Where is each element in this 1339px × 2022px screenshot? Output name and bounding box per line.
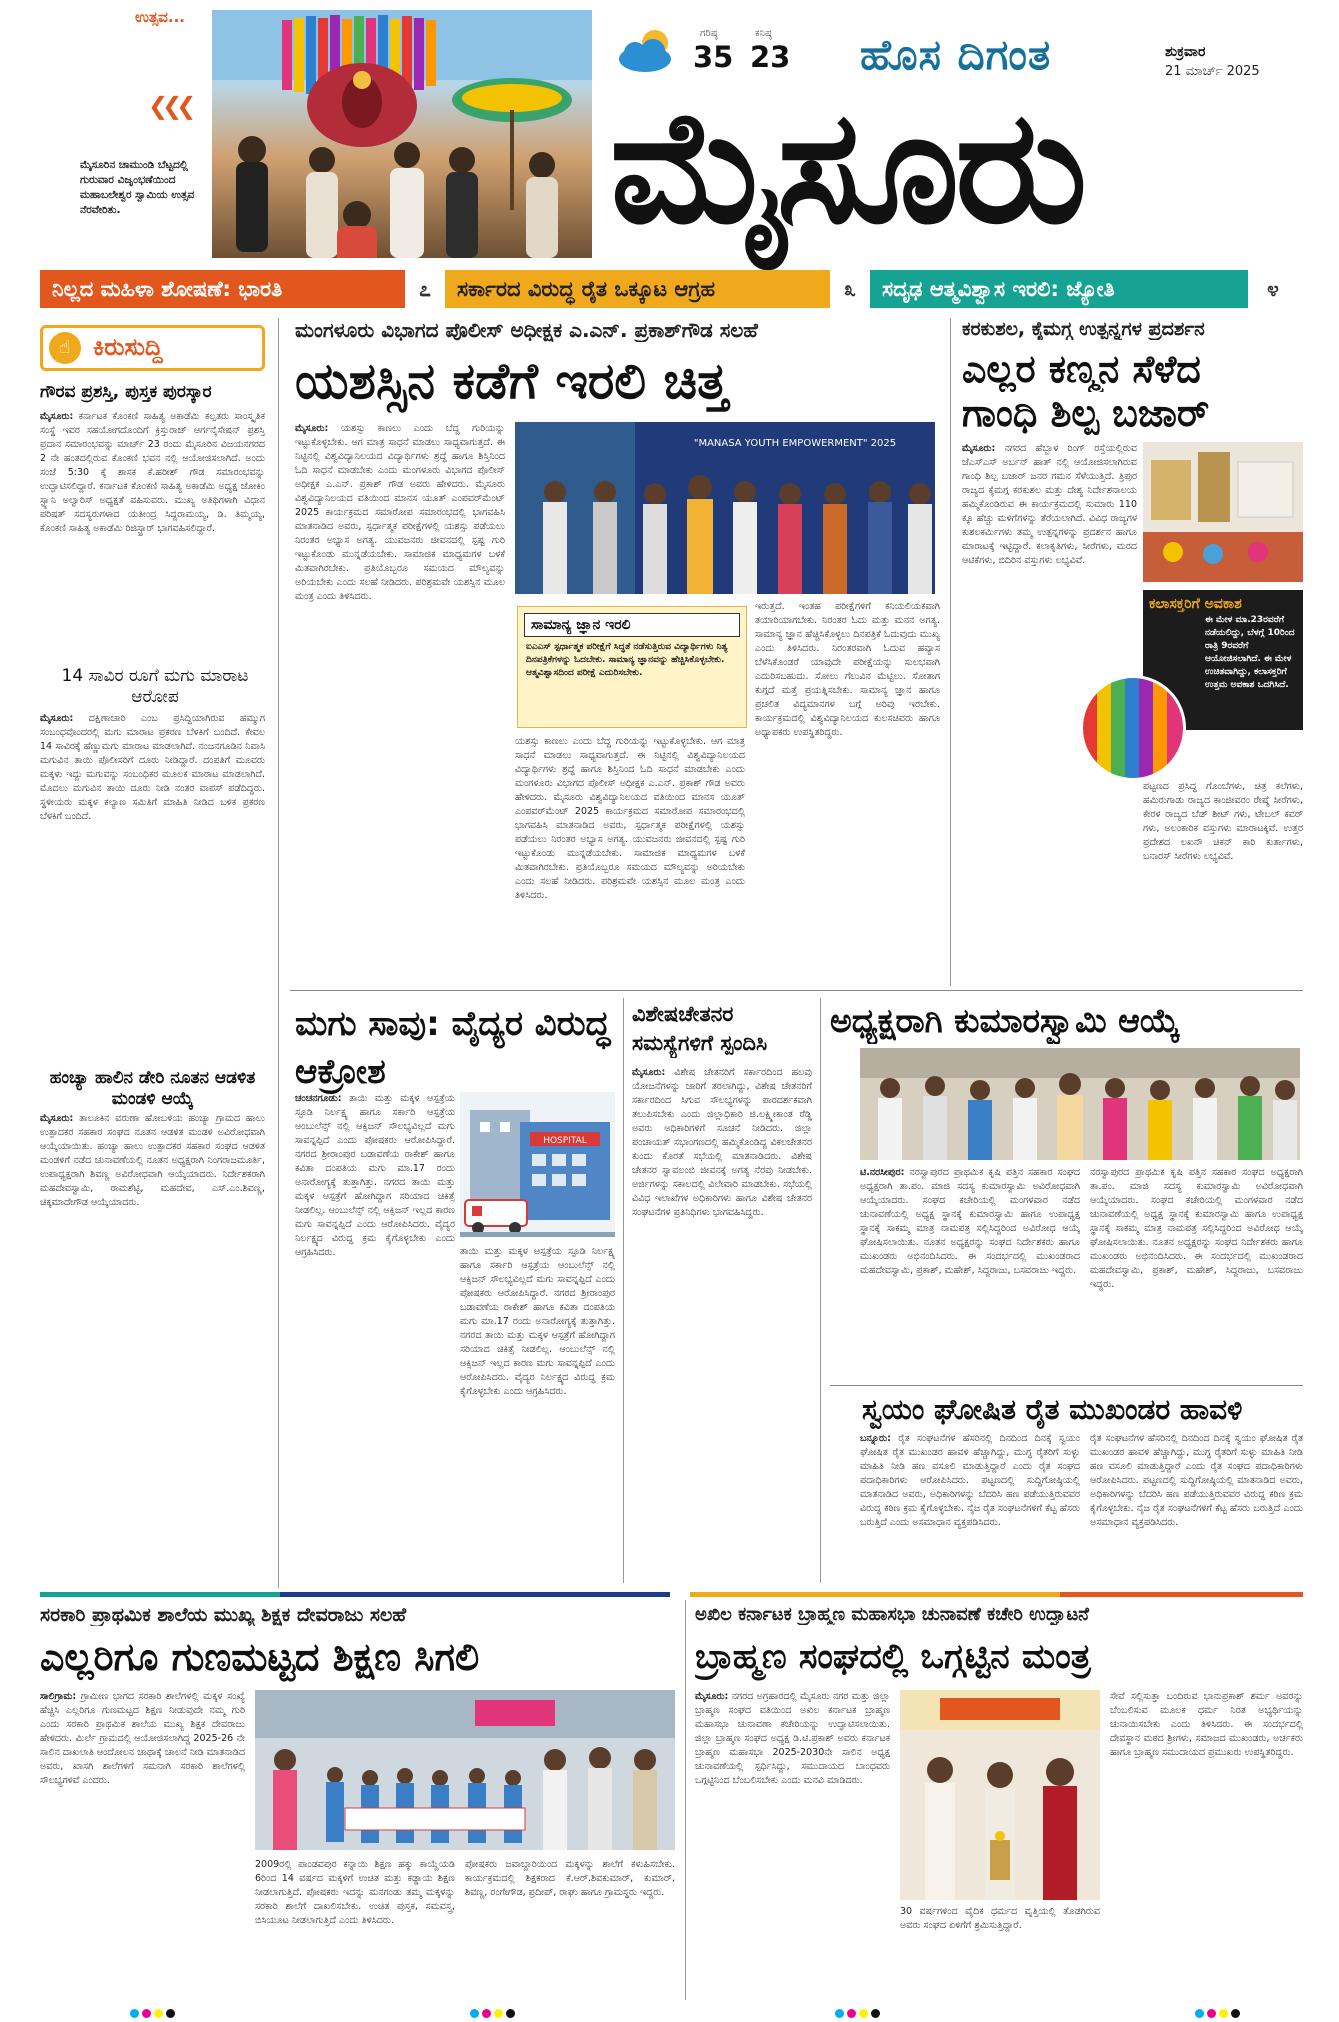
caption-text: 2009ರಲ್ಲಿ ಪಾಂಡವಪುರ ಕನ್ನಾಯಿ ಶಿಕ್ಷಣ ಹಕ್ಕು ಕಾಯ್ದೆಯಡಿ 6ರಿಂದ 14 ವರ್ಷದ ಮಕ್ಕಳಿಗೆ ಉಚಿತ ಮತ್ತು ಕಡ್ಡಾಯ ಶಿಕ್ಷಣ ನೀಡಲಾಗುತ್ತಿದೆ. <box>255 1859 455 1898</box>
brahmana-column-3 <box>1110 1690 1303 2000</box>
weather-min-label: ಕನಿಷ್ಠ <box>755 28 772 39</box>
lead-photo <box>515 422 935 594</box>
shikshana-headline: ಎಲ್ಲರಿಗೂ ಗುಣಮಟ್ಟದ ಶಿಕ್ಷಣ ಸಿಗಲಿ <box>40 1635 480 1679</box>
city-title: ಮೈಸೂರು <box>610 76 1084 258</box>
lead-boxout <box>517 606 747 728</box>
color-bar <box>280 1592 670 1597</box>
school-photo <box>255 1690 675 1850</box>
print-registration-marks <box>835 2003 883 2013</box>
article-text: ಪಟ್ಟಣದ ಪ್ರಸಿದ್ಧ ಗೊಂಬೆಗಳು, ಚಿತ್ರ ಕಲೆಗಳು, ಹಮಿರುಗಾಡು ರಾಜ್ಯದ ಕಾಂಜೀವರಂ ರೇಷ್ಮೆ ಸೀರೆಗಳು, ಕೇರಳ ರಾಜ್ಯದ ಬೆಡ್ ಶೀಟ್ ಗಳು, ಟೇಬಲ್ ಕವರ್ ಗಳು, ಅಲಂಕಾರಿಕ ವಸ್ತುಗಳು ಮಾರಾಟಕ್ಕಿವೆ. ಉತ್ತರ ಪ್ರದೇಶದ ಲಖನೌ ಚಿಕನ್ ಕಾರಿ ಕುರ್ತಾಗಳು, ಬನಾರಸ್ ಸೀರೆಗಳು ಲಭ್ಯವಿವೆ. <box>1143 781 1303 862</box>
kiru-item-body <box>40 410 265 668</box>
dateline: ಮೈಸೂರು: <box>695 1691 729 1702</box>
hospital-sign-text: HOSPITAL <box>543 1136 587 1146</box>
dateline: ಟಿ.ನರಸೀಪುರ: <box>860 1167 905 1178</box>
lead-column-2 <box>515 735 745 977</box>
brahmana-headline: ಬ್ರಾಹ್ಮಣ ಸಂಘದಲ್ಲಿ ಒಗ್ಗಟ್ಟಿನ ಮಂತ್ರ <box>695 1637 1091 1677</box>
kiru-item-title: ಗೌರವ ಪ್ರಶಸ್ತಿ, ಪುಸ್ತಕ ಪುರಸ್ಕಾರ <box>40 382 212 402</box>
article-text: ಪೋಷಕರು ಜವಾಬ್ದಾರಿಯಿಂದ ಮಕ್ಕಳನ್ನು ಶಾಲೆಗೆ ಕಳುಹಿಸಬೇಕು. ಕಾರ್ಯಕ್ರಮದಲ್ಲಿ ಶಿಕ್ಷಕರಾದ ಕೆ.ಆರ್.ಶಿವಕುಮಾರ್, ಕುಮಾರ್, ಶಿವಣ್ಣ, ರಂಗೇಗೌಡ, ಪ್ರದೀಪ್, ರಾಘು ಹಾಗೂ ಗ್ರಾಮಸ್ಥರು ಇದ್ದರು. <box>465 1859 675 1898</box>
dateline: ಬನ್ನೂರು: <box>860 1433 891 1444</box>
kiru-badge <box>40 325 265 371</box>
gandhi-column-2 <box>1143 780 1303 976</box>
dateline: ಮೈಸೂರು: <box>632 1067 666 1078</box>
swayam-column-2 <box>1090 1432 1303 1582</box>
kiru-item-body <box>40 1112 265 1590</box>
hospital-illustration <box>460 1092 615 1237</box>
print-registration-marks <box>130 2003 178 2013</box>
column-divider <box>950 318 951 986</box>
article-text: ಇರುತ್ತದೆ. ಇಂತಹ ಪರೀಕ್ಷೆಗಳಿಗೆ ಕನಿಯಲಿಯಕವಾಗಿ ತಯಾರಿಯಾಗಬೇಕು. ನಿರಂತರ ಓದು ಮತ್ತು ಮನನ ಅಗತ್ಯ. ಸಾಮಾನ್ಯ ಜ್ಞಾನ ಹೆಚ್ಚಿಸಿಕೊಳ್ಳಲು ದಿನಪತ್ರಿಕೆ ಓದುವುದು ಮುಖ್ಯ ಎಂದು ತಿಳಿಸಿದರು. ನಿರಂತರವಾಗಿ ಓದುವ ಹವ್ಯಾಸ ಬೆಳೆಸಿಕೊಂಡರೆ ಯಾವುದೇ ಪರೀಕ್ಷೆಯನ್ನು ಸುಲಭವಾಗಿ ಎದುರಿಸಬಹುದು. ಸೋಲು ಗೆಲುವಿನ ಮೆಟ್ಟಿಲು. ಸೋತಾಗ ಕುಗ್ಗದೆ ಮತ್ತೆ ಪ್ರಯತ್ನಿಸಬೇಕು. ಸಾಮಾನ್ಯ ಜ್ಞಾನ ಹಾಗೂ ಪ್ರಚಲಿತ ವಿದ್ಯಮಾನಗಳ ಬಗ್ಗೆ ಅರಿವು ಇರಬೇಕು. ಕಾರ್ಯಕ್ರಮದಲ್ಲಿ ವಿಶ್ವವಿದ್ಯಾನಿಲಯದ ಕುಲಸಚಿವರು ಹಾಗೂ ಅಧ್ಯಾಪಕರು ಉಪಸ್ಥಿತರಿದ್ದರು. <box>755 601 940 738</box>
kiru-item-body <box>40 712 265 1057</box>
kumaraswamy-headline: ಅಧ್ಯಕ್ಷರಾಗಿ ಕುಮಾರಸ್ವಾಮಿ ಆಯ್ಕೆ <box>830 1001 1180 1040</box>
teaser-strip-2-page: ೩ <box>830 270 870 308</box>
vishesha-column <box>632 1066 812 1580</box>
color-bar <box>40 1592 280 1597</box>
shikshana-column-3 <box>465 1858 675 2000</box>
swayam-headline: ಸ್ವಯಂ ಘೋಷಿತ ರೈತ ಮುಖಂಡರ ಹಾವಳಿ <box>862 1393 1243 1426</box>
dateline: ಮೈಸೂರು: <box>40 713 74 724</box>
festival-photo <box>212 10 592 258</box>
gandhi-photo <box>1143 442 1303 582</box>
vishesha-headline: ವಿಶೇಷಚೇತನರ ಸಮಸ್ಯೆಗಳಿಗೆ ಸ್ಪಂದಿಸಿ <box>632 1002 768 1055</box>
kumaraswamy-column-2 <box>1090 1166 1303 1380</box>
shikshana-kicker: ಸರಕಾರಿ ಪ್ರಾಥಮಿಕ ಶಾಲೆಯ ಮುಖ್ಯ ಶಿಕ್ಷಕ ದೇವರಾಜು ಸಲಹೆ <box>40 1604 407 1626</box>
kumaraswamy-column-1 <box>860 1166 1080 1380</box>
brahmana-kicker: ಅಖಿಲ ಕರ್ನಾಟಕ ಬ್ರಾಹ್ಮಣ ಮಹಾಸಭಾ ಚುನಾವಣೆ ಕಚೇರಿ ಉದ್ಘಾಟನೆ <box>695 1604 1089 1625</box>
lead-column-1 <box>295 422 505 977</box>
caption-text: 30 ವರ್ಷಗಳಿಂದ ವೈದಿಕ ಧರ್ಮದ ವೃತ್ತಿಯಲ್ಲಿ ತೊಡಗಿರುವ ಅವರು ಸಂಘದ ಏಳಿಗೆಗೆ ಶ್ರಮಿಸುತ್ತಿದ್ದಾರೆ. <box>900 1906 1100 1931</box>
lead-headline: ಯಶಸ್ಸಿನ ಕಡೆಗೆ ಇರಲಿ ಚಿತ್ತ <box>295 352 728 410</box>
teaser-strip-2[interactable]: ಸರ್ಕಾರದ ವಿರುದ್ಧ ರೈತ ಒಕ್ಕೂಟ ಆಗ್ರಹ <box>445 270 830 308</box>
article-text: ವಿಶೇಷ ಚೇತನರಿಗೆ ಸರ್ಕಾರದಿಂದ ಹಲವು ಯೋಜನೆಗಳನ್ನು ಜಾರಿಗೆ ತರಲಾಗಿದ್ದು, ವಿಶೇಷ ಚೇತನರಿಗೆ ಸರ್ಕಾರದಿಂದ ಸಿಗುವ ಸೌಲಭ್ಯಗಳನ್ನು ಪಾರದರ್ಶಕವಾಗಿ ತಲುಪಿಸಬೇಕು ಎಂದು ಜಿಲ್ಲಾಧಿಕಾರಿ ಜಿ.ಲಕ್ಷ್ಮೀಕಾಂತ ರೆಡ್ಡಿ ಅವರು ಅಧಿಕಾರಿಗಳಿಗೆ ಸೂಚನೆ ನೀಡಿದರು. ಜಿಲ್ಲಾ ಪಂಚಾಯತ್ ಸಭಾಂಗಣದಲ್ಲಿ ಹಮ್ಮಿಕೊಂಡಿದ್ದ ವಿಕಲಚೇತನರ ಕುಂದು ಕೊರತೆ ಸಭೆಯಲ್ಲಿ ಮಾತನಾಡಿದರು. ವಿಶೇಷ ಚೇತನರ ಸ್ವಾವಲಂಬಿ ಜೀವನಕ್ಕೆ ಅಗತ್ಯ ನೆರವು ನೀಡಬೇಕು. ಅರ್ಜಿಗಳನ್ನು ಸಕಾಲದಲ್ಲಿ ವಿಲೇವಾರಿ ಮಾಡಬೇಕು. ಸಭೆಯಲ್ಲಿ ವಿವಿಧ ಇಲಾಖೆಗಳ ಅಧಿಕಾರಿಗಳು ಹಾಗೂ ವಿಶೇಷ ಚೇತನರ ಸಂಘಟನೆಗಳ ಪ್ರತಿನಿಧಿಗಳು ಭಾಗವಹಿಸಿದ್ದರು. <box>632 1067 812 1218</box>
article-text: ನಗರದ ಹೆಬ್ಬಾಳ ರಿಂಗ್ ರಸ್ತೆಯಲ್ಲಿರುವ ಜೆಎಸ್‌ಎಸ್ ಅರ್ಬನ್ ಹಾತ್ ನಲ್ಲಿ ಆಯೋಜಿಸಲಾಗಿರುವ ಗಾಂಧಿ ಶಿಲ್ಪ ಬಜಾರ್ ಜನರ ಗಮನ ಸೆಳೆಯುತ್ತಿದೆ. ತ್ರಿಪುರ ರಾಜ್ಯದ ಕೈಮಗ್ಗ ಕರಕುಶಲ ಮತ್ತು ದೇಶ್ಯ ನಿರ್ದೇಶನಾಲಯ ಹಮ್ಮಿಕೊಂಡಿರುವ ಈ ಕಾರ್ಯಕ್ರಮದಲ್ಲಿ ಸುಮಾರು 110 ಕ್ಕೂ ಹೆಚ್ಚು ಮಳಿಗೆಗಳನ್ನು ತೆರೆಯಲಾಗಿದೆ. ವಿವಿಧ ರಾಜ್ಯಗಳ ಕುಶಲಕರ್ಮಿಗಳು ತಮ್ಮ ಉತ್ಪನ್ನಗಳನ್ನು ಪ್ರದರ್ಶನ ಹಾಗೂ ಮಾರಾಟಕ್ಕೆ ಇಟ್ಟಿದ್ದಾರೆ. ಕಲಾಕೃತಿಗಳು, ಸೀರೆಗಳು, ಮರದ ಆಟಿಕೆಗಳು, ಬಿದಿರಿನ ವಸ್ತುಗಳು ಲಭ್ಯವಿವೆ. <box>962 443 1137 566</box>
article-text: ಕರ್ನಾಟಕ ಕೊಂಕಣಿ ಸಾಹಿತ್ಯ ಅಕಾಡೆಮಿ ಕಲ್ಪತರು ಸಾಂಸ್ಕೃತಿಕ ಸಂಸ್ಥೆ ಇವರ ಸಹಯೋಗದೊಂದಿಗೆ ಕ್ರಿಸ್ತುರಾಜ್ ಆರ್ಗನೈಸೇಷನ್ ಪ್ರಶಸ್ತಿ ಪ್ರದಾನ ಸಮಾರಂಭವನ್ನು ಮಾರ್ಚ್ 23 ರಂದು ಮೈಸೂರಿನ ವಿಜಯನಗರದ 2 ನೇ ಹಂತದಲ್ಲಿರುವ ಕೊಂಕಣಿ ಭವನ ನಲ್ಲಿ ಆಯೋಜಿಸಲಾಗಿದೆ. ಅಂದು ಸಂಜೆ 5:30 ಕ್ಕೆ ಶಾಸಕ ಕೆ.ಹರೀಶ್ ಗೌಡ ಸಮಾರಂಭವನ್ನು ಉದ್ಘಾಟಿಸಲಿದ್ದಾರೆ. ಕರ್ನಾಟಕ ಕೊಂಕಣಿ ಸಾಹಿತ್ಯ ಅಕಾಡೆಮಿ ಅಧ್ಯಕ್ಷ ಜೋಕಿಂ ಸ್ಟ್ಯಾನಿ ಅಲ್ವಾರಿಸ್ ಅಧ್ಯಕ್ಷತೆ ವಹಿಸುವರು. ಮುಖ್ಯ ಅತಿಥಿಗಳಾಗಿ ವಿಧಾನ ಪರಿಷತ್ ಸದಸ್ಯರುಗಳಾದ ಯತೀಂದ್ರ ಸಿದ್ದರಾಮಯ್ಯ, ಡಿ. ತಿಮ್ಮಯ್ಯ, ಕೊಂಕಣಿ ಸಾಹಿತ್ಯ ಅಕಾಡೆಮಿ ರಿಜಿಸ್ಟ್ರಾರ್ ಭಾಗವಹಿಸಲಿದ್ದಾರೆ. <box>40 411 265 534</box>
shikshana-column-1 <box>40 1690 245 2000</box>
callout-title: ಕಲಾಸಕ್ತರಿಗೆ ಅವಕಾಶ <box>1149 596 1242 612</box>
article-text: ಸೇವೆ ಸಲ್ಲಿಸುತ್ತಾ ಬಂದಿರುವ ಭಾನುಪ್ರಕಾಶ್ ಶರ್ಮ ಅವರನ್ನು ಬೆಂಬಲಿಸುವ ಮೂಲಕ ಧರ್ಮ ನಿರತ ಅಭ್ಯರ್ಥಿಯನ್ನು ಚುನಾಯಿಸಬೇಕು ಎಂದು ತಿಳಿಸಿದರು. ಈ ಸಂದರ್ಭದಲ್ಲಿ ದೇವಸ್ಥಾನ ಮಠದ ಶ್ರೀಗಳು, ಸಮಾಜದ ಮುಖಂಡರು, ಅರ್ಚಕರು ಹಾಗೂ ಬ್ರಾಹ್ಮಣ ಸಮುದಾಯದ ಪ್ರಮುಖರು ಉಪಸ್ಥಿತರಿದ್ದರು. <box>1110 1691 1303 1758</box>
column-divider <box>278 318 279 1588</box>
article-text: ಗ್ರಾಮೀಣ ಭಾಗದ ಸರಕಾರಿ ಶಾಲೆಗಳಲ್ಲಿ ಮಕ್ಕಳ ಸಂಖ್ಯೆ ಹೆಚ್ಚಿಸಿ ಎಲ್ಲರಿಗೂ ಗುಣಮಟ್ಟದ ಶಿಕ್ಷಣ ನೀಡುವುದೇ ನಮ್ಮ ಗುರಿ ಎಂದು ಸರಕಾರಿ ಪ್ರಾಥಮಿಕ ಶಾಲೆಯ ಮುಖ್ಯ ಶಿಕ್ಷಕ ದೇವರಾಜು ಹೇಳಿದರು. ಮಿರ್ಲೆ ಗ್ರಾಮದಲ್ಲಿ ಆಯೋಜಿಸಲಾಗಿದ್ದ 2025-26 ನೇ ಸಾಲಿನ ದಾಖಲಾತಿ ಆಂದೋಲನ ಜಾಥಾಕ್ಕೆ ಚಾಲನೆ ನೀಡಿ ಮಾತನಾಡಿದ ಅವರು, ಖಾಸಗಿ ಶಾಲೆಗಳಿಗೆ ಸಮನಾಗಿ ಸರಕಾರಿ ಶಾಲೆಗಳಲ್ಲಿ ಸೌಲಭ್ಯಗಳಿವೆ ಎಂದರು. <box>40 1691 245 1786</box>
color-bar <box>690 1592 1060 1597</box>
boxout-title: ಸಾಮಾನ್ಯ ಜ್ಞಾನ ಇರಲಿ <box>524 613 740 637</box>
magu-column-2 <box>460 1245 615 1580</box>
article-text: ತಾಲೂಕಿನ ವರುಣಾ ಹೋಬಳಿಯ ಹಂಚ್ಯಾ ಗ್ರಾಮದ ಹಾಲು ಉತ್ಪಾದಕರ ಸಹಕಾರ ಸಂಘದ ನೂತನ ಆಡಳಿತ ಮಂಡಳಿ ಅವಿರೋಧವಾಗಿ ಆಯ್ಕೆಯಾಯಿತು. ಹಂಚ್ಯಾ ಹಾಲು ಉತ್ಪಾದಕರ ಸಹಕಾರ ಸಂಘದ ಆಡಳಿತ ಮಂಡಳಿಗೆ ನಡೆದ ಚುನಾವಣೆಯಲ್ಲಿ ನೂತನ ಅಧ್ಯಕ್ಷರಾಗಿ ನಿಂಗರಾಜಮೂರ್ತಿ, ಉಪಾಧ್ಯಕ್ಷರಾಗಿ ಶಿವಣ್ಣ ಅವಿರೋಧವಾಗಿ ಆಯ್ಕೆಯಾದರು. ನಿರ್ದೇಶಕರಾಗಿ ಮಹದೇವಸ್ವಾಮಿ, ರಾಮಶೆಟ್ಟಿ, ಮಹದೇವ, ಎಸ್.ಎಂ.ಶಿವಣ್ಣ, ಚಿಕ್ಕಮಾದೇಗೌಡ ಆಯ್ಕೆಯಾದರು. <box>40 1113 265 1208</box>
weather-min-value: 23 <box>750 40 791 74</box>
teaser-strip-1[interactable]: ನಿಲ್ಲದ ಮಹಿಳಾ ಶೋಷಣೆ: ಭಾರತಿ <box>40 270 405 308</box>
print-registration-marks <box>1195 2003 1243 2013</box>
print-registration-marks <box>470 2003 518 2013</box>
hand-pointer-icon: ☝ <box>49 332 81 364</box>
dateline: ಸಾಲಿಗ್ರಾಮ: <box>40 1691 77 1702</box>
weather-max-label: ಗರಿಷ್ಠ <box>700 28 718 39</box>
boxout-body: ಐಎಎಸ್ ಸ್ಪರ್ಧಾತ್ಮಕ ಪರೀಕ್ಷೆಗೆ ಸಿದ್ಧತೆ ನಡೆಸುತ್ತಿರುವ ವಿದ್ಯಾರ್ಥಿಗಳು ನಿತ್ಯ ದಿನಪತ್ರಿಕೆಗಳನ್ನು ಓದಬೇಕು. ಸಾಮಾನ್ಯ ಜ್ಞಾನವನ್ನು ಹೆಚ್ಚಿಸಿಕೊಳ್ಳಬೇಕು. ಆತ್ಮವಿಶ್ವಾಸದಿಂದ ಪರೀಕ್ಷೆ ಎದುರಿಸಬೇಕು. <box>526 642 728 678</box>
kiru-item-title: 14 ಸಾವಿರ ರೂಗೆ ಮಗು ಮಾರಾಟ ಆರೋಪ <box>61 666 249 707</box>
textile-photo <box>1080 675 1186 781</box>
article-text: ನರಸ್ವಾಪುರದ ಪ್ರಾಥಮಿಕ ಕೃಷಿ ಪತ್ತಿನ ಸಹಕಾರ ಸಂಘದ ಅಧ್ಯಕ್ಷರಾಗಿ ತಾ.ಪಂ. ಮಾಜಿ ಸದಸ್ಯ ಕುಮಾರಸ್ವಾಮಿ ಅವಿರೋಧವಾಗಿ ಆಯ್ಕೆಯಾದರು. ಸಂಘದ ಕಚೇರಿಯಲ್ಲಿ ಮಂಗಳವಾರ ನಡೆದ ಚುನಾವಣೆಯಲ್ಲಿ ಅಧ್ಯಕ್ಷ ಸ್ಥಾನಕ್ಕೆ ಕುಮಾರಸ್ವಾಮಿ ಹಾಗೂ ಉಪಾಧ್ಯಕ್ಷ ಸ್ಥಾನಕ್ಕೆ ಸಾಕಮ್ಮ ಮಾತ್ರ ನಾಮಪತ್ರ ಸಲ್ಲಿಸಿದ್ದರಿಂದ ಅವಿರೋಧ ಆಯ್ಕೆ ಘೋಷಿಸಲಾಯಿತು. ನೂತನ ಅಧ್ಯಕ್ಷರನ್ನು ಸಂಘದ ನಿರ್ದೇಶಕರು ಹಾಗೂ ಮುಖಂಡರು ಅಭಿನಂದಿಸಿದರು. ಈ ಸಂದರ್ಭದಲ್ಲಿ ಮುಖಂಡರಾದ ಮಹದೇವಸ್ವಾಮಿ, ಪ್ರಕಾಶ್, ಮಹೇಶ್, ಸಿದ್ದರಾಜು, ಬಸವರಾಜು ಇದ್ದರು. <box>1090 1167 1303 1290</box>
article-text: ತಾಯಿ ಮತ್ತು ಮಕ್ಕಳ ಆಸ್ಪತ್ರೆಯ ಸ್ಪೂಡಿ ನಿರ್ಲಕ್ಷ್ಯ ಹಾಗೂ ಸರ್ಕಾರಿ ಆಸ್ಪತ್ರೆಯ ಆಂಬುಲೆನ್ಸ್ ನಲ್ಲಿ ಆಕ್ಸಿಜನ್ ಸೌಲಭ್ಯವಿಲ್ಲದೆ ಮಗು ಸಾವನ್ನಪ್ಪಿದೆ ಎಂದು ಪೋಷಕರು ಆರೋಪಿಸಿದ್ದಾರೆ. ನಗರದ ಶ್ರೀರಾಂಪುರ ಬಡಾವಣೆಯ ರಾಕೇಶ್ ಹಾಗೂ ಕವಿತಾ ದಂಪತಿಯ ಮಗು ಮಾ.17 ರಂದು ಅನಾರೋಗ್ಯಕ್ಕೆ ತುತ್ತಾಗಿತ್ತು. ನಗರದ ತಾಯಿ ಮತ್ತು ಮಕ್ಕಳ ಆಸ್ಪತ್ರೆಗೆ ಹೋಗಿದ್ದಾಗ ಸರಿಯಾದ ಚಿಕಿತ್ಸೆ ನೀಡಲಿಲ್ಲ. ಆಂಬುಲೆನ್ಸ್ ನಲ್ಲಿ ಆಕ್ಸಿಜನ್ ಇಲ್ಲದ ಕಾರಣ ಮಗು ಸಾವನ್ನಪ್ಪಿದೆ ಎಂದು ಆರೋಪಿಸಿದರು. ವೈದ್ಯರ ನಿರ್ಲಕ್ಷ್ಯದ ವಿರುದ್ಧ ಕ್ರಮ ಕೈಗೊಳ್ಳಬೇಕು ಎಂದು ಆಗ್ರಹಿಸಿದರು. <box>295 1093 455 1258</box>
teaser-strip-1-page: ೭ <box>405 270 445 308</box>
column-divider <box>623 998 624 1583</box>
column-divider <box>685 1600 686 2000</box>
gandhi-kicker: ಕರಕುಶಲ, ಕೈಮಗ್ಗ ಉತ್ಪನ್ನಗಳ ಪ್ರದರ್ಶನ <box>962 318 1205 340</box>
article-text: ನರಸ್ವಾಪುರದ ಪ್ರಾಥಮಿಕ ಕೃಷಿ ಪತ್ತಿನ ಸಹಕಾರ ಸಂಘದ ಅಧ್ಯಕ್ಷರಾಗಿ ತಾ.ಪಂ. ಮಾಜಿ ಸದಸ್ಯ ಕುಮಾರಸ್ವಾಮಿ ಅವಿರೋಧವಾಗಿ ಆಯ್ಕೆಯಾದರು. ಸಂಘದ ಕಚೇರಿಯಲ್ಲಿ ಮಂಗಳವಾರ ನಡೆದ ಚುನಾವಣೆಯಲ್ಲಿ ಅಧ್ಯಕ್ಷ ಸ್ಥಾನಕ್ಕೆ ಕುಮಾರಸ್ವಾಮಿ ಹಾಗೂ ಉಪಾಧ್ಯಕ್ಷ ಸ್ಥಾನಕ್ಕೆ ಸಾಕಮ್ಮ ಮಾತ್ರ ನಾಮಪತ್ರ ಸಲ್ಲಿಸಿದ್ದರಿಂದ ಅವಿರೋಧ ಆಯ್ಕೆ ಘೋಷಿಸಲಾಯಿತು. ನೂತನ ಅಧ್ಯಕ್ಷರನ್ನು ಸಂಘದ ನಿರ್ದೇಶಕರು ಹಾಗೂ ಮುಖಂಡರು ಅಭಿನಂದಿಸಿದರು. ಈ ಸಂದರ್ಭದಲ್ಲಿ ಮುಖಂಡರಾದ ಮಹದೇವಸ್ವಾಮಿ, ಪ್ರಕಾಶ್, ಮಹೇಶ್, ಸಿದ್ದರಾಜು, ಬಸವರಾಜು ಇದ್ದರು. <box>860 1167 1080 1276</box>
issue-date: 21 ಮಾರ್ಚ್ 2025 <box>1165 64 1260 79</box>
gandhi-headline-line-2: ಗಾಂಧಿ ಶಿಲ್ಪ ಬಜಾರ್ <box>962 391 1210 435</box>
color-bar <box>1060 1592 1303 1597</box>
column-divider <box>820 998 821 1583</box>
dateline: ಚಂಚನಗೂಡು: <box>295 1093 342 1104</box>
masthead-corner-label: ಉತ್ಸವ... <box>135 8 186 26</box>
kumaraswamy-photo <box>860 1048 1300 1160</box>
dateline: ಮೈಸೂರು: <box>295 423 329 434</box>
brahmana-photo <box>900 1690 1100 1900</box>
dateline: ಮೈಸೂರು: <box>40 411 74 422</box>
article-text: ಪೋಷಕರು ಇದನ್ನು ಮನಗಂಡು ತಮ್ಮ ಮಕ್ಕಳನ್ನು ಸರಕಾರಿ ಶಾಲೆಗೆ ದಾಖಲಿಸಬೇಕು. ಉಚಿತ ಪುಸ್ತಕ, ಸಮವಸ್ತ್ರ, ಬಿಸಿಯೂಟ ನೀಡಲಾಗುತ್ತಿದೆ ಎಂದು ತಿಳಿಸಿದರು. <box>255 1887 455 1926</box>
paper-name-logo: ಹೊಸ ದಿಗಂತ <box>860 30 1052 79</box>
weather-max-value: 35 <box>693 40 734 74</box>
swayam-column-1 <box>860 1432 1080 1582</box>
photo-banner-text: "MANASA YOUTH EMPOWERMENT" 2025 <box>693 438 897 449</box>
issue-day: ಶುಕ್ರವಾರ <box>1165 44 1206 60</box>
article-text: ರೈತ ಸಂಘಟನೆಗಳ ಹೆಸರಿನಲ್ಲಿ ದಿನದಿಂದ ದಿನಕ್ಕೆ ಸ್ವಯಂ ಘೋಷಿತ ರೈತ ಮುಖಂಡರ ಹಾವಳಿ ಹೆಚ್ಚಾಗಿದ್ದು, ಮುಗ್ಧ ರೈತರಿಗೆ ಸುಳ್ಳು ಮಾಹಿತಿ ನೀಡಿ ಹಣ ವಸೂಲಿ ಮಾಡುತ್ತಿದ್ದಾರೆ ಎಂದು ರೈತ ಸಂಘದ ಪದಾಧಿಕಾರಿಗಳು ಆರೋಪಿಸಿದರು. ಪಟ್ಟಣದಲ್ಲಿ ಸುದ್ದಿಗೋಷ್ಠಿಯಲ್ಲಿ ಮಾತನಾಡಿದ ಅವರು, ಅಧಿಕಾರಿಗಳನ್ನು ಬೆದರಿಸಿ ಹಣ ಪಡೆಯುತ್ತಿರುವವರ ವಿರುದ್ಧ ಕಠಿಣ ಕ್ರಮ ಕೈಗೊಳ್ಳಬೇಕು. ನೈಜ ರೈತ ಸಂಘಟನೆಗಳಿಗೆ ಕೆಟ್ಟ ಹೆಸರು ಬರುತ್ತಿದೆ ಎಂದು ಅಸಮಾಧಾನ ವ್ಯಕ್ತಪಡಿಸಿದರು. <box>1090 1433 1303 1528</box>
dateline: ಮೈಸೂರು: <box>962 443 996 454</box>
lead-column-3 <box>755 600 940 977</box>
teaser-strip-3-page: ೪ <box>1248 270 1298 308</box>
magu-headline: ಮಗು ಸಾವು: ವೈದ್ಯರ ವಿರುದ್ಧ ಆಕ್ರೋಶ <box>295 1004 611 1092</box>
article-text: ತಾಯಿ ಮತ್ತು ಮಕ್ಕಳ ಆಸ್ಪತ್ರೆಯ ಸ್ಪೂಡಿ ನಿರ್ಲಕ್ಷ್ಯ ಹಾಗೂ ಸರ್ಕಾರಿ ಆಸ್ಪತ್ರೆಯ ಆಂಬುಲೆನ್ಸ್ ನಲ್ಲಿ ಆಕ್ಸಿಜನ್ ಸೌಲಭ್ಯವಿಲ್ಲದೆ ಮಗು ಸಾವನ್ನಪ್ಪಿದೆ ಎಂದು ಪೋಷಕರು ಆರೋಪಿಸಿದ್ದಾರೆ. ನಗರದ ಶ್ರೀರಾಂಪುರ ಬಡಾವಣೆಯ ರಾಕೇಶ್ ಹಾಗೂ ಕವಿತಾ ದಂಪತಿಯ ಮಗು ಮಾ.17 ರಂದು ಅನಾರೋಗ್ಯಕ್ಕೆ ತುತ್ತಾಗಿತ್ತು. ನಗರದ ತಾಯಿ ಮತ್ತು ಮಕ್ಕಳ ಆಸ್ಪತ್ರೆಗೆ ಹೋಗಿದ್ದಾಗ ಸರಿಯಾದ ಚಿಕಿತ್ಸೆ ನೀಡಲಿಲ್ಲ. ಆಂಬುಲೆನ್ಸ್ ನಲ್ಲಿ ಆಕ್ಸಿಜನ್ ಇಲ್ಲದ ಕಾರಣ ಮಗು ಸಾವನ್ನಪ್ಪಿದೆ ಎಂದು ಆರೋಪಿಸಿದರು. ವೈದ್ಯರ ನಿರ್ಲಕ್ಷ್ಯದ ವಿರುದ್ಧ ಕ್ರಮ ಕೈಗೊಳ್ಳಬೇಕು ಎಂದು ಆಗ್ರಹಿಸಿದರು. <box>460 1246 615 1397</box>
section-divider <box>290 990 1303 991</box>
magu-column-1 <box>295 1092 455 1580</box>
article-text: ನಗರದ ಅಗ್ರಹಾರದಲ್ಲಿ ಮೈಸೂರು ನಗರ ಮತ್ತು ಜಿಲ್ಲಾ ಬ್ರಾಹ್ಮಣ ಸಂಘದ ವತಿಯಿಂದ ಅಖಿಲ ಕರ್ನಾಟಕ ಬ್ರಾಹ್ಮಣ ಮಹಾಸಭಾ ಚುನಾವಣಾ ಕಚೇರಿಯನ್ನು ಉದ್ಘಾಟಿಸಲಾಯಿತು. ಜಿಲ್ಲಾ ಬ್ರಾಹ್ಮಣ ಸಂಘದ ಅಧ್ಯಕ್ಷ ಡಿ.ಟಿ.ಪ್ರಕಾಶ್ ಅವರು ಕರ್ನಾಟಕ ಬ್ರಾಹ್ಮಣ ಮಹಾಸಭಾ 2025-2030ನೇ ಸಾಲಿನ ಅಧ್ಯಕ್ಷ ಚುನಾವಣೆಯಲ್ಲಿ ಸ್ಪರ್ಧಿಸಿದ್ದು, ಸಮುದಾಯದ ಬಾಂಧವರು ಒಗ್ಗಟ್ಟಿನಿಂದ ಬೆಂಬಲಿಸಬೇಕು ಎಂದು ಮನವಿ ಮಾಡಿದರು. <box>695 1691 890 1786</box>
article-text: ದಕ್ಷಿಣಾಚಾರಿ ಎಂಬ ಪ್ರಸಿದ್ಧಿಯಾಗಿರುವ ಹಮ್ಮುಗ ಸಂಬಂಧವೊಂದರಲ್ಲಿ ಮಗು ಮಾರಾಟ ಪ್ರಕರಣ ಬೆಳಕಿಗೆ ಬಂದಿದೆ. ಕೇವಲ 14 ಸಾವಿರಕ್ಕೆ ಹೆಣ್ಣುಮಗು ಮಾರಾಟ ಮಾಡಲಾಗಿದೆ. ನಂಜನಗೂಡಿನ ನಿವಾಸಿ ಮಗುವಿನ ತಾಯಿ ಪೊಲೀಸರಿಗೆ ದೂರು ನೀಡಿದ್ದಾರೆ. ದಂಪತಿಗೆ ಮೂವರು ಮಕ್ಕಳು ಇದ್ದು ಮಗುವನ್ನು ಸಂಬಂಧಿಕರ ಮೂಲಕ ಮಾರಾಟ ಮಾಡಲಾಗಿದೆ. ಮೊದಲು ಮಗುವಿನ ತಾಯಿ ದೂರು ನೀಡಿ ನಂತರ ವಾಪಸ್ ಪಡೆದಿದ್ದರು. ಸ್ಥಳೀಯರು ಮಕ್ಕಳ ಕಲ್ಯಾಣ ಸಮಿತಿಗೆ ಮಾಹಿತಿ ನೀಡಿದ ಬಳಿಕ ಪ್ರಕರಣ ಬೆಳಕಿಗೆ ಬಂದಿದೆ. <box>40 713 265 822</box>
masthead-photo-caption: ಮೈಸೂರಿನ ಚಾಮುಂಡಿ ಬೆಟ್ಟದಲ್ಲಿ ಗುರುವಾರ ವಿಜೃಂಭಣೆಯಿಂದ ಮಹಾಬಲೇಶ್ವರ ಸ್ವಾಮಿಯ ಉತ್ಸವ ನೆರವೇರಿತು. <box>80 159 195 216</box>
lead-kicker: ಮಂಗಳೂರು ವಿಭಾಗದ ಪೊಲೀಸ್ ಅಧೀಕ್ಷಕ ಎ.ಎನ್. ಪ್ರಕಾಶ್‌ಗೌಡ ಸಲಹೆ <box>295 318 758 342</box>
shikshana-photo-caption <box>255 1858 455 2000</box>
article-text: ಯಶಸ್ಸು ಕಾಣಲು ಎಂದು ಬೆದ್ದ ಗುರಿಯನ್ನು ಇಟ್ಟುಕೊಳ್ಳಬೇಕು. ಆಗ ಮಾತ್ರ ಸಾಧನೆ ಮಾಡಲು ಸಾಧ್ಯವಾಗುತ್ತದೆ. ಈ ನಿಟ್ಟಿನಲ್ಲಿ ವಿಶ್ವವಿದ್ಯಾನಿಲಯದ ವಿದ್ಯಾರ್ಥಿಗಳು ಶ್ರದ್ಧೆ ಹಾಗೂ ಶಿಸ್ತಿನಿಂದ ಓದಿ ಸಾಧನೆ ಮಾಡಬೇಕು ಎಂದು ಮಂಗಳೂರು ವಿಭಾಗದ ಪೊಲೀಸ್ ಅಧೀಕ್ಷಕ ಎ.ಎನ್. ಪ್ರಕಾಶ್ ಗೌಡ ಅವರು ಹೇಳಿದರು. ಮೈಸೂರು ವಿಶ್ವವಿದ್ಯಾನಿಲಯದ ವತಿಯಿಂದ ಮಾನಸ ಯೂತ್ ಎಂಪವರ್‌ಮೆಂಟ್ 2025 ಕಾರ್ಯಕ್ರಮದ ಸಮಾರೋಪ ಸಮಾರಂಭದಲ್ಲಿ ಭಾಗವಹಿಸಿ ಮಾತನಾಡಿದ ಅವರು, ಸ್ಪರ್ಧಾತ್ಮಕ ಪರೀಕ್ಷೆಗಳಲ್ಲಿ ಯಶಸ್ಸು ಪಡೆಯಲು ನಿರಂತರ ಅಭ್ಯಾಸ ಅಗತ್ಯ. ಯುವಜನರು ಜೀವನದಲ್ಲಿ ಸ್ಪಷ್ಟ ಗುರಿ ಇಟ್ಟುಕೊಂಡು ಮುನ್ನಡೆಯಬೇಕು. ಸಾಮಾಜಿಕ ಮಾಧ್ಯಮಗಳ ಬಳಕೆ ಮಿತವಾಗಿರಬೇಕು. ಪ್ರತಿಯೊಬ್ಬರೂ ಸಮಯದ ಮೌಲ್ಯವನ್ನು ಅರಿಯಬೇಕು ಎಂದು ಸಲಹೆ ನೀಡಿದರು. ಪರಿಶ್ರಮವೇ ಯಶಸ್ಸಿನ ಮೂಲ ಮಂತ್ರ ಎಂದು ತಿಳಿಸಿದರು. <box>295 423 505 602</box>
article-text: ಯಶಸ್ಸು ಕಾಣಲು ಎಂದು ಬೆದ್ದ ಗುರಿಯನ್ನು ಇಟ್ಟುಕೊಳ್ಳಬೇಕು. ಆಗ ಮಾತ್ರ ಸಾಧನೆ ಮಾಡಲು ಸಾಧ್ಯವಾಗುತ್ತದೆ. ಈ ನಿಟ್ಟಿನಲ್ಲಿ ವಿಶ್ವವಿದ್ಯಾನಿಲಯದ ವಿದ್ಯಾರ್ಥಿಗಳು ಶ್ರದ್ಧೆ ಹಾಗೂ ಶಿಸ್ತಿನಿಂದ ಓದಿ ಸಾಧನೆ ಮಾಡಬೇಕು ಎಂದು ಮಂಗಳೂರು ವಿಭಾಗದ ಪೊಲೀಸ್ ಅಧೀಕ್ಷಕ ಎ.ಎನ್. ಪ್ರಕಾಶ್ ಗೌಡ ಅವರು ಹೇಳಿದರು. ಮೈಸೂರು ವಿಶ್ವವಿದ್ಯಾನಿಲಯದ ವತಿಯಿಂದ ಮಾನಸ ಯೂತ್ ಎಂಪವರ್‌ಮೆಂಟ್ 2025 ಕಾರ್ಯಕ್ರಮದ ಸಮಾರೋಪ ಸಮಾರಂಭದಲ್ಲಿ ಭಾಗವಹಿಸಿ ಮಾತನಾಡಿದ ಅವರು, ಸ್ಪರ್ಧಾತ್ಮಕ ಪರೀಕ್ಷೆಗಳಲ್ಲಿ ಯಶಸ್ಸು ಪಡೆಯಲು ನಿರಂತರ ಅಭ್ಯಾಸ ಅಗತ್ಯ. ಯುವಜನರು ಜೀವನದಲ್ಲಿ ಸ್ಪಷ್ಟ ಗುರಿ ಇಟ್ಟುಕೊಂಡು ಮುನ್ನಡೆಯಬೇಕು. ಸಾಮಾಜಿಕ ಮಾಧ್ಯಮಗಳ ಬಳಕೆ ಮಿತವಾಗಿರಬೇಕು. ಪ್ರತಿಯೊಬ್ಬರೂ ಸಮಯದ ಮೌಲ್ಯವನ್ನು ಅರಿಯಬೇಕು ಎಂದು ಸಲಹೆ ನೀಡಿದರು. ಪರಿಶ್ರಮವೇ ಯಶಸ್ಸಿನ ಮೂಲ ಮಂತ್ರ ಎಂದು ತಿಳಿಸಿದರು. <box>515 736 745 901</box>
section-divider <box>830 1385 1303 1386</box>
chevron-left-icon: ❮❮❮ <box>148 92 191 120</box>
kiru-item-title: ಹಂಚ್ಯಾ ಹಾಲಿನ ಡೇರಿ ನೂತನ ಆಡಳಿತ ಮಂಡಳಿ ಆಯ್ಕೆ <box>49 1068 256 1109</box>
article-text: ರೈತ ಸಂಘಟನೆಗಳ ಹೆಸರಿನಲ್ಲಿ ದಿನದಿಂದ ದಿನಕ್ಕೆ ಸ್ವಯಂ ಘೋಷಿತ ರೈತ ಮುಖಂಡರ ಹಾವಳಿ ಹೆಚ್ಚಾಗಿದ್ದು, ಮುಗ್ಧ ರೈತರಿಗೆ ಸುಳ್ಳು ಮಾಹಿತಿ ನೀಡಿ ಹಣ ವಸೂಲಿ ಮಾಡುತ್ತಿದ್ದಾರೆ ಎಂದು ರೈತ ಸಂಘದ ಪದಾಧಿಕಾರಿಗಳು ಆರೋಪಿಸಿದರು. ಪಟ್ಟಣದಲ್ಲಿ ಸುದ್ದಿಗೋಷ್ಠಿಯಲ್ಲಿ ಮಾತನಾಡಿದ ಅವರು, ಅಧಿಕಾರಿಗಳನ್ನು ಬೆದರಿಸಿ ಹಣ ಪಡೆಯುತ್ತಿರುವವರ ವಿರುದ್ಧ ಕಠಿಣ ಕ್ರಮ ಕೈಗೊಳ್ಳಬೇಕು. ನೈಜ ರೈತ ಸಂಘಟನೆಗಳಿಗೆ ಕೆಟ್ಟ ಹೆಸರು ಬರುತ್ತಿದೆ ಎಂದು ಅಸಮಾಧಾನ ವ್ಯಕ್ತಪಡಿಸಿದರು. <box>860 1433 1080 1528</box>
brahmana-column-1 <box>695 1690 890 2000</box>
callout-body: ಈ ಮೇಳ ಮಾ.23ರವರೆಗೆ ನಡೆಯಲಿದ್ದು, ಬೆಳಗ್ಗೆ 10ರಿಂದ ರಾತ್ರಿ 9ರವರೆಗೆ ಆಯೋಜಿಸಲಾಗಿದೆ. ಈ ಮೇಳ ಉಚಿತವಾಗಿದ್ದು, ಕಲಾಸಕ್ತರಿಗೆ ಉತ್ತಮ ಅವಕಾಶ ಒದಗಿಸಿದೆ. <box>1205 615 1295 690</box>
brahmana-photo-caption <box>900 1905 1100 2000</box>
dateline: ಮೈಸೂರು: <box>40 1113 74 1124</box>
kiru-badge-label: ಕಿರುಸುದ್ದಿ <box>93 333 163 361</box>
gandhi-headline-line-1: ಎಲ್ಲರ ಕಣ್ಮನ ಸೆಳೆದ <box>962 347 1201 391</box>
weather-cloud-icon <box>615 25 685 75</box>
teaser-strip-3[interactable]: ಸದೃಢ ಆತ್ಮವಿಶ್ವಾಸ ಇರಲಿ: ಜ್ಯೋತಿ <box>870 270 1248 308</box>
